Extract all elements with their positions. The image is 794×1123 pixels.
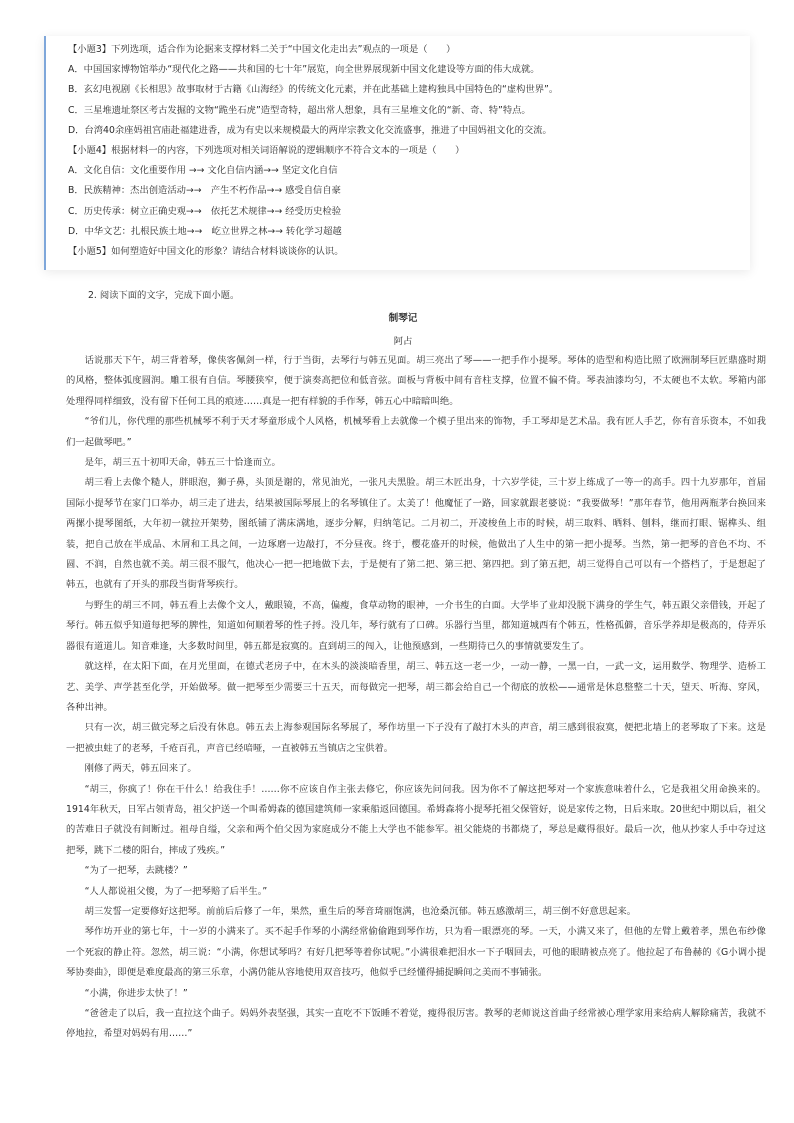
reading-section: [40, 287, 766, 1045]
paragraph: “人人都说祖父傻，为了一把琴赔了后半生。”: [84, 885, 268, 897]
paragraph: “为了一把琴，去跳楼？”: [84, 865, 188, 877]
question-card: [44, 36, 750, 270]
question-3-option-a: A．中国国家博物馆举办“现代化之路——共和国的七十年”展览，向全世界展现新中国文化建设等方面的伟大成就。: [68, 64, 540, 76]
paragraph: 与野生的胡三不同，韩五看上去像个文人，戴眼镜，不高，偏瘦，食草动物的眼神，一介书生的白面。大学毕了业却没脱下满身的学生气，韩五跟父亲借钱，开起了琴行。韩五似乎知道每把琴的脾性，知道如何顺着琴的性子捋。没几年，琴行就有了口碑。乐器行当里，都知道城西有个韩五，性格孤僻，音乐学养却是极高的，侍弄乐器很有道道儿。知音难逢，大多数时间里，韩五都是寂寞的。直到胡三的闯入，让他预感到，一些期待已久的事情就要发生了。: [66, 599, 766, 652]
paragraph: 只有一次，胡三做完琴之后没有休息。韩五去上海参观国际名琴展了，琴作坊里一下子没有了敲打木头的声音，胡三感到很寂寞，便把北墙上的老琴取了下来。这是一把被虫蛀了的老琴，千疮百孔，声音已经喑哑，一直被韩五当镇店之宝供着。: [66, 722, 766, 754]
question-3-option-b: B．玄幻电视剧《长相思》故事取材于古籍《山海经》的传统文化元素，并在此基础上建构独具中国特色的“虚构世界”。: [68, 84, 559, 96]
section-intro: 2. 阅读下面的文字，完成下面小题。: [88, 290, 240, 301]
paragraph: “小满，你进步太快了！”: [84, 987, 188, 999]
question-5-stem: 【小题5】如何塑造好中国文化的形象？请结合材料谈谈你的认识。: [68, 246, 344, 258]
article-author: 阿占: [393, 336, 413, 347]
paragraph: 刚修了两天，韩五回来了。: [84, 763, 197, 775]
question-4-option-a: A．文化自信：文化重要作用 →→ 文化自信内涵→→ 坚定文化自信: [68, 165, 338, 177]
question-4-stem: 【小题4】根据材料一的内容，下列选项对相关词语解说的逻辑顺序不符合文本的一项是（ ）: [68, 145, 465, 157]
question-4-option-b: B．民族精神：杰出创造活动→→ 产生不朽作品→→ 感受自信自豪: [68, 185, 341, 197]
paragraph: “胡三，你疯了！你在干什么！给我住手！……你不应该自作主张去修它，你应该先问问我。因为你不了解这把琴对一个家族意味着什么，它是我祖父用命换来的。1914年秋天，日军占领青岛，祖父护送一个叫希姆森的德国建筑师一家乘船返回德国。希姆森将小提琴托祖父保管好，说是家传之物，日后来取。20世纪中期以后，祖父的苦难日子就没有间断过。祖母自缢，父亲和两个伯父因为家庭成分不能上大学也不能参军。祖父能烧的书都烧了，琴总是藏得很好。最后一次，他从抄家人手中夺过这把琴，跳下二楼的阳台，摔成了残疾。”: [66, 783, 766, 856]
paragraph: “爷们儿，你代理的那些机械琴不利于天才琴童形成个人风格，机械琴看上去就像一个模子里出来的饰物，手工琴却是艺术品。我有匠人手艺，你有音乐资本，不如我们一起做琴吧。”: [66, 416, 766, 448]
article-title: 制琴记: [388, 313, 418, 324]
question-3-option-d: D．台湾40余座妈祖宫庙赴福建进香，成为有史以来规模最大的两岸宗教文化交流盛事，推进了中国妈祖文化的交流。: [68, 124, 552, 136]
paragraph: “爸爸走了以后，我一直拉这个曲子。妈妈外表坚强，其实一直吃不下饭睡不着觉，瘦得很厉害。教琴的老师说这首曲子经常被心理学家用来给病人解除痛苦，我就不停地拉，希望对妈妈有用……”: [66, 1008, 766, 1040]
question-3-option-c: C．三星堆遗址祭区考古发掘的文物“跪坐石虎”造型奇特，超出常人想象，具有三星堆文化的“新、奇、特”特点。: [68, 104, 531, 116]
question-3-stem: 【小题3】下列选项，适合作为论据来支撑材料二关于“中国文化走出去”观点的一项是（ ）: [68, 44, 456, 55]
paragraph: 是年，胡三五十初叩天命，韩五三十恰逢而立。: [84, 457, 281, 469]
paragraph: 胡三看上去像个糙人，胖眼泡，狮子鼻，头顶是谢的，常见油光，一张凡夫黑脸。胡三木匠出身，十六岁学徒，三十岁上练成了一等一的高手。四十九岁那年，首届国际小提琴节在家门口举办，胡三走了进去，结果被国际琴展上的名琴镇住了。太美了！他魔怔了一路，回家就跟老婆说：“我要做琴！”那年春节，他用两瓶茅台换回来两摞小提琴图纸，大年初一就拉开架势，图纸铺了满床满地，逐步分解，归纳笔记。二月初二，开凌梭鱼上市的时候，胡三取料、晒料、刨料，继而打眼、锯榫头、组装，把自己放在半成品、木屑和工具之间，一边琢磨一边敲打，不分昼夜。终于，樱花盛开的时候，他做出了人生中的第一把小提琴。当然，第一把琴的音色不均、不圆、不润，自然也就不美。胡三很不服气，他决心一把一把地做下去，于是便有了第二把、第三把、第四把。到了第五把，胡三觉得自己可以有一个搭档了，于是想起了韩五，也就有了开头的那段当街背琴疾行。: [66, 477, 766, 591]
paragraph: 胡三发誓一定要修好这把琴。前前后后修了一年，果然，重生后的琴音琦丽饱满，也沧桑沉郁。韩五感激胡三，胡三倒不好意思起来。: [84, 905, 637, 917]
paragraph: 就这样，在太阳下面，在月光里面，在德式老房子中，在木头的淡淡暗香里，胡三、韩五这一老一少，一动一静，一黑一白，一武一文，运用数学、物理学、造桥工艺、美学、声学甚至化学，开始做琴。做一把琴至少需要三十五天，而每做完一把琴，胡三都会给自己一个彻底的放松——通常是休息整整二十天，望天、听海、穿风，各种出神。: [66, 661, 766, 713]
question-4-option-d: D．中华文艺：扎根民族土地→→ 屹立世界之林→→ 转化学习超越: [68, 225, 342, 237]
paragraph: 琴作坊开业的第七年，十一岁的小满来了。买不起手作琴的小满经常偷偷跑到琴作坊，只为看一眼漂亮的琴。一天，小满又来了，但他的左臂上戴着孝，黑色布纱像一个死寂的静止符。忽然，胡三说：“小满，你想试琴吗？有好几把琴等着你试呢。”小满很难把泪水一下子咽回去，可他的眼睛被点亮了。他拉起了布鲁赫的《G小调小提琴协奏曲》，即便是难度最高的第三乐章，小满仍能从容地使用双音技巧，他似乎已经懂得捕捉瞬间之美而不事铺张。: [66, 926, 766, 979]
question-4-option-c: C．历史传承：树立正确史观→→ 依托艺术规律→→ 经受历史检验: [68, 205, 342, 217]
paragraph: 话说那天下午，胡三背着琴，像侠客佩剑一样，行于当街，去琴行与韩五见面。胡三亮出了琴——一把手作小提琴。琴体的造型和构造比照了欧洲制琴巨匠鼎盛时期的风格，整体弧度圆润。雕工很有自信。琴腰狭窄，便于演奏高把位和低音弦。面板与背板中间有音柱支撑，位置不偏不倚。琴表油漆均匀，不太硬也不太软。琴箱内部处理得同样细致，没有留下任何工具的痕迹……真是一把有样貌的手作琴，韩五心中暗暗叫绝。: [66, 355, 766, 407]
